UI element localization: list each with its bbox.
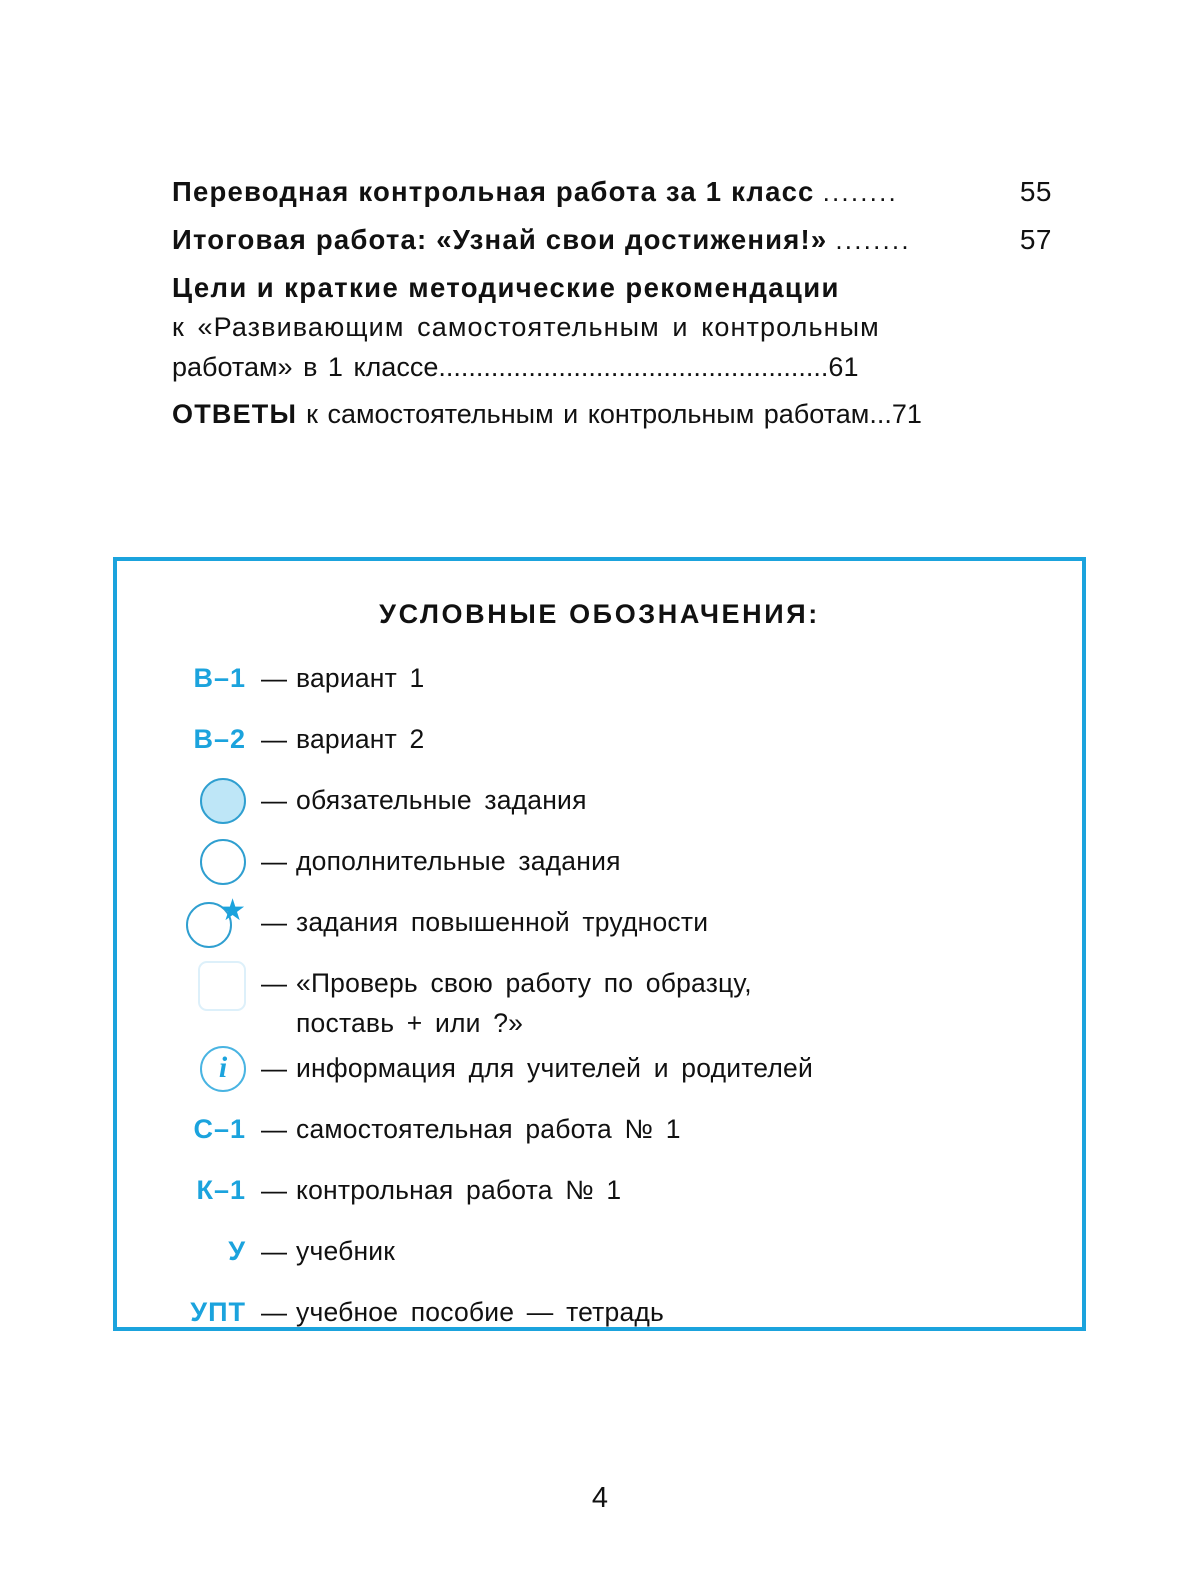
legend-description: обязательные задания [296, 785, 587, 815]
legend-description: контрольная работа № 1 [296, 1175, 622, 1205]
legend-dash: — [261, 663, 287, 693]
legend-item-info [117, 1048, 1082, 1104]
legend-code-label: В–1 [193, 663, 246, 693]
legend-title: УСЛОВНЫЕ ОБОЗНАЧЕНИЯ: [379, 599, 820, 629]
filled-circle-icon [200, 778, 246, 824]
legend-dash: — [261, 846, 287, 876]
legend-symbol [117, 1048, 252, 1092]
toc-entry[interactable] [172, 178, 1052, 206]
toc-dot-leader: ........ [835, 227, 911, 253]
toc-entry-title: Переводная контрольная работа за 1 класс [172, 176, 815, 207]
legend-code-label: УПТ [190, 1297, 246, 1327]
legend-dash: — [261, 1297, 287, 1327]
rounded-square-icon [198, 961, 246, 1011]
legend-symbol [117, 1109, 252, 1149]
toc-entry-multiline[interactable] [172, 274, 1052, 381]
info-glyph: i [218, 1051, 228, 1084]
legend-list [117, 658, 1082, 1348]
legend-symbol [117, 1231, 252, 1271]
legend-description: вариант 2 [296, 724, 425, 754]
legend-description-line1: «Проверь свою работу по образцу, [296, 968, 752, 998]
toc-page-number: 71 [891, 398, 922, 429]
toc-answers-label: ОТВЕТЫ [172, 398, 298, 429]
legend-symbol [117, 894, 252, 950]
page-number: 4 [591, 1482, 609, 1514]
toc-entry-answers[interactable] [172, 398, 1052, 429]
legend-item-self-check [117, 963, 1082, 1043]
toc-entry-subtitle-text: работам» в 1 классе [172, 351, 439, 382]
legend-dash: — [261, 1114, 287, 1144]
legend-description: задания повышенной трудности [296, 907, 709, 937]
toc-dot-leader: ... [869, 398, 892, 429]
toc-page-number: 61 [828, 351, 859, 382]
legend-description-line2: поставь + или ?» [296, 1008, 524, 1038]
legend-description: учебник [296, 1236, 396, 1266]
legend-description [296, 963, 752, 1043]
legend-code-label: С–1 [193, 1114, 246, 1144]
toc-page-number: 57 [1019, 224, 1052, 255]
toc-page-number: 55 [1019, 176, 1052, 207]
open-circle-icon [200, 839, 246, 885]
legend-code-label: У [228, 1236, 246, 1266]
toc-entry[interactable] [172, 226, 1052, 254]
toc-entry-subtitle-line2 [172, 351, 1052, 382]
legend-dash: — [261, 785, 287, 815]
toc-dot-leader: .................................................... [438, 351, 829, 382]
table-of-contents [172, 178, 1052, 428]
toc-dot-leader: ........ [822, 179, 898, 205]
legend-symbol [117, 719, 252, 759]
legend-symbol [117, 780, 252, 824]
legend-dash: — [261, 907, 287, 937]
legend-code-label: К–1 [196, 1175, 246, 1205]
legend-code-label: В–2 [193, 724, 246, 754]
toc-entry-title: Итоговая работа: «Узнай свои достижения!» [172, 224, 828, 255]
star-icon: ★ [219, 894, 246, 927]
legend-item-required-tasks [117, 780, 1082, 836]
legend-item-control-work [117, 1170, 1082, 1226]
legend-item-textbook [117, 1231, 1082, 1287]
legend-symbol [117, 1292, 252, 1332]
toc-entry-subtitle-line1: к «Развивающим самостоятельным и контрольным [172, 311, 880, 342]
info-icon [200, 1046, 246, 1092]
legend-box [113, 557, 1086, 1331]
legend-description: учебное пособие — тетрадь [296, 1297, 665, 1327]
legend-description: дополнительные задания [296, 846, 621, 876]
legend-dash: — [261, 1053, 287, 1083]
circle-with-star-icon [186, 894, 246, 950]
legend-item-independent-work [117, 1109, 1082, 1165]
legend-symbol [117, 658, 252, 698]
legend-dash: — [261, 724, 287, 754]
legend-item-advanced-tasks [117, 894, 1082, 958]
toc-answers-text: к самостоятельным и контрольным работам [306, 398, 870, 429]
legend-description: самостоятельная работа № 1 [296, 1114, 681, 1144]
legend-symbol [117, 963, 252, 1011]
legend-dash: — [261, 968, 287, 998]
legend-dash: — [261, 1175, 287, 1205]
legend-item-variant-1 [117, 658, 1082, 714]
legend-description: вариант 1 [296, 663, 425, 693]
legend-dash: — [261, 1236, 287, 1266]
legend-description: информация для учителей и родителей [296, 1053, 813, 1083]
legend-symbol [117, 841, 252, 885]
legend-item-additional-tasks [117, 841, 1082, 897]
toc-entry-title: Цели и краткие методические рекомендации [172, 272, 840, 303]
legend-item-workbook [117, 1292, 1082, 1348]
legend-item-variant-2 [117, 719, 1082, 775]
legend-symbol [117, 1170, 252, 1210]
